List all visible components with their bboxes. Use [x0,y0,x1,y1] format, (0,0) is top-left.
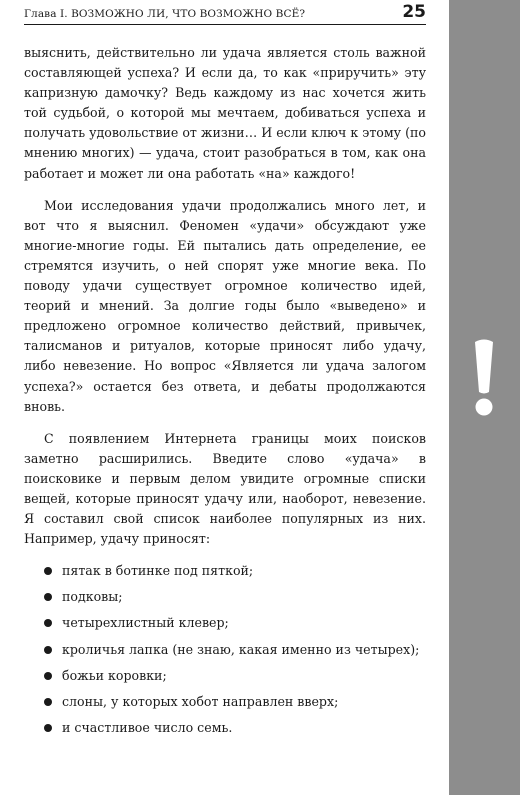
luck-items-list [24,561,426,738]
list-item [24,613,426,633]
bullet-icon [44,567,52,575]
list-item [24,640,426,660]
bullet-icon [44,672,52,680]
side-tab [449,0,520,795]
list-item [24,561,426,581]
bullet-icon [44,619,52,627]
bullet-icon [44,724,52,732]
bullet-icon [44,646,52,654]
exclamation-icon [449,338,520,418]
running-header [24,4,426,25]
list-item-text: божьи коровки; [62,667,167,683]
list-item-text: пятак в ботинке под пяткой; [62,563,254,579]
paragraph: С появлением Интернета границы моих поисков заметно расширились. Введите слово «удача» в поисковике и первым делом увидите огромные списки вещей, которые приносят удачу или, наоборот, невезение. Я составил свой список наиболее популярных из них. Например, удачу приносят: [24,430,426,547]
list-item [24,666,426,686]
chapter-title: Глава I. ВОЗМОЖНО ЛИ, ЧТО ВОЗМОЖНО ВСЁ? [24,8,306,20]
paragraph: выяснить, действительно ли удача является столь важной составляющей успеха? И если да, то как «приручить» эту капризную дамочку? Ведь каждому из нас хочется жить той судьбой, о которой мы мечтаем, добиваться успеха и получать удовольствие от жизни… И если ключ к этому (по мнению многих) — удача, стоит разобраться в том, как она работает и может ли она работать «на» каждого! [24,45,426,181]
list-item [24,718,426,738]
paragraph: Мои исследования удачи продолжались много лет, и вот что я выяснил. Феномен «удачи» обсуждают уже многие-многие годы. Ей пытались дать определение, ее стремятся изучить, о ней спорят уже многие века. По поводу удачи существует огромное количество идей, теорий и мнений. За долгие годы было «выведено» и предложено огромное количество действий, привычек, талисманов и ритуалов, которые приносят либо удачу, либо невезение. Но вопрос «Является ли удача залогом успеха?» остается без ответа, и дебаты продолжаются вновь. [24,197,426,414]
bullet-icon [44,593,52,601]
list-item-text: кроличья лапка (не знаю, какая именно из четырех); [62,641,420,657]
list-item-text: четырехлистный клевер; [62,615,229,631]
list-item-text: подковы; [62,589,123,605]
body-text [24,43,426,744]
list-item [24,587,426,607]
list-item-text: слоны, у которых хобот направлен вверх; [62,693,339,709]
list-item [24,692,426,712]
list-item-text: и счастливое число семь. [62,719,233,735]
bullet-icon [44,698,52,706]
page-number: 25 [402,2,426,22]
